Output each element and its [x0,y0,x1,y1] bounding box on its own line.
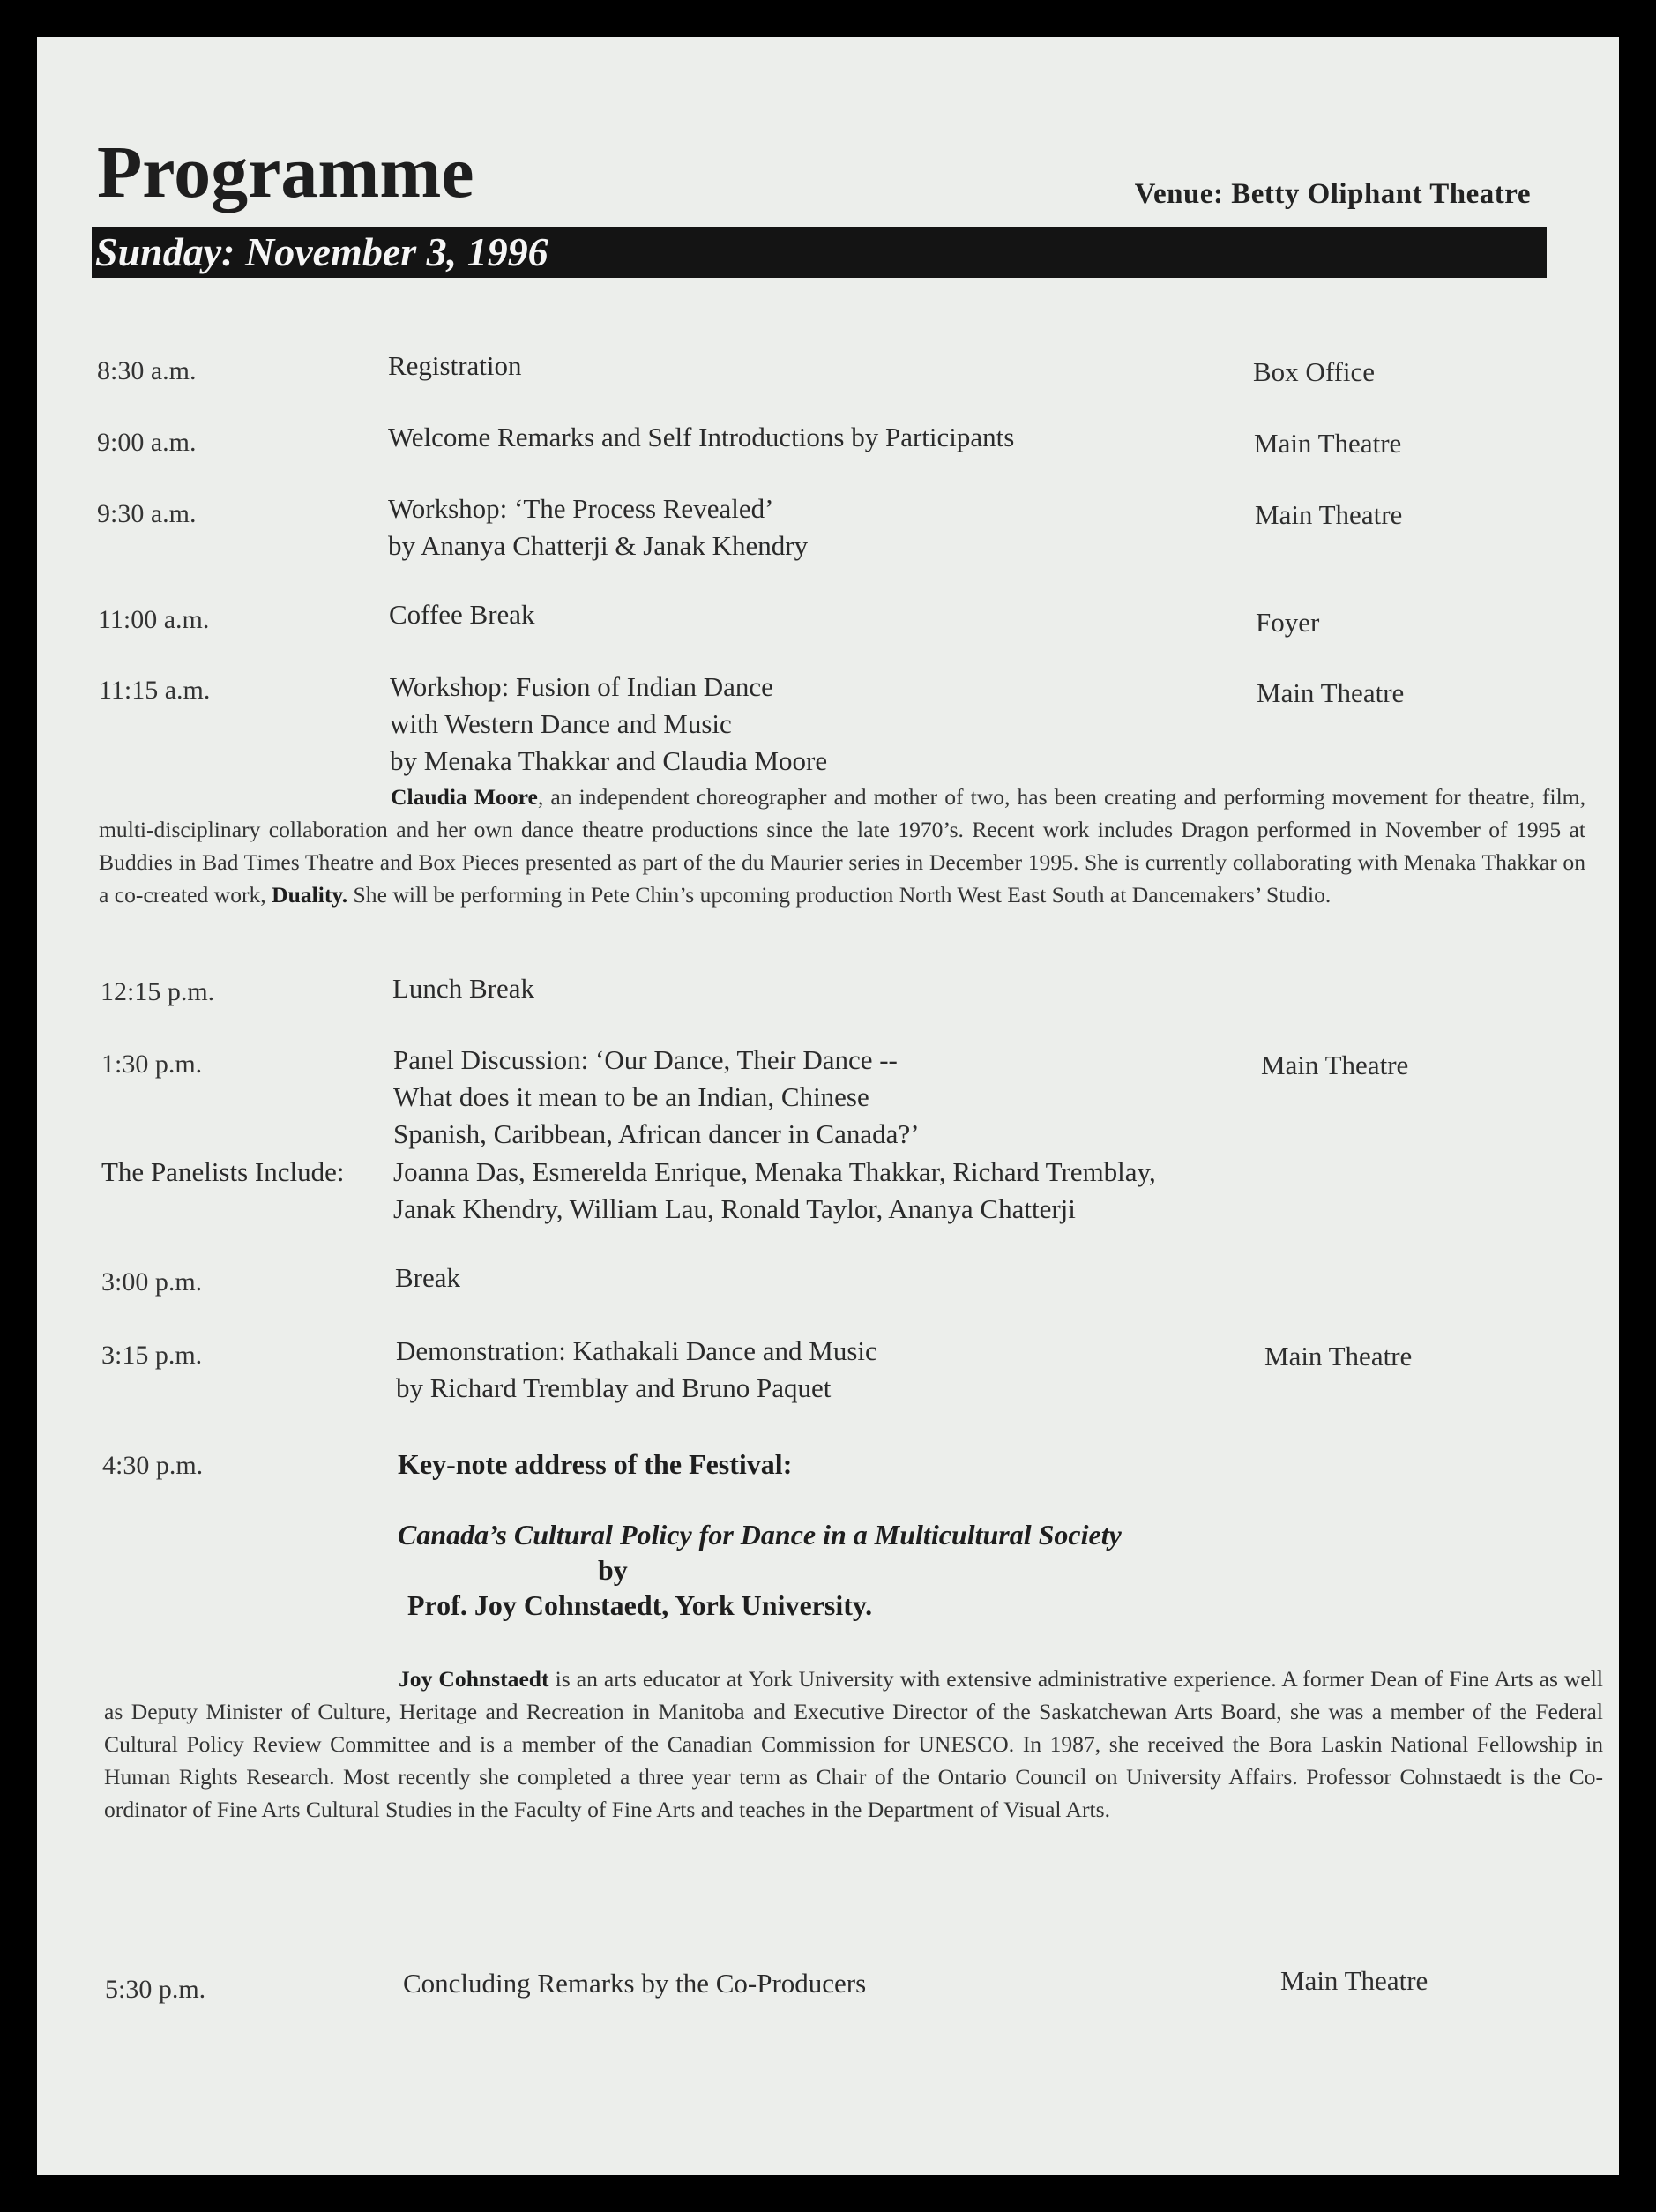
keynote-speaker: Prof. Joy Cohnstaedt, York University. [407,1589,873,1621]
time-0300: 3:00 p.m. [101,1267,203,1297]
location-main-theatre: Main Theatre [1257,677,1405,708]
venue [1135,178,1531,211]
page-title: Programme [97,131,474,213]
time-0430: 4:30 p.m. [102,1451,204,1480]
activity-workshop-fusion [390,669,827,780]
activity-concluding-remarks: Concluding Remarks by the Co-Producers [403,1968,867,1999]
keynote-title: Canada’s Cultural Policy for Dance in a Multicultural Society [398,1519,1122,1551]
location-main-theatre: Main Theatre [1261,1050,1409,1080]
bio-text: She will be performing in Pete Chin’s upcoming production North West East South at Dancemakers’ Studio. [347,882,1332,908]
panelists-line: Janak Khendry, William Lau, Ronald Taylor, Ananya Chatterji [393,1193,1076,1224]
location-box-office: Box Office [1253,356,1376,387]
time-0530: 5:30 p.m. [105,1975,206,2004]
date-banner [92,227,1547,278]
activity-line: What does it mean to be an Indian, Chinese [393,1081,869,1112]
panelists-line: Joanna Das, Esmerelda Enrique, Menaka Thakkar, Richard Tremblay, [393,1156,1156,1187]
time-0830: 8:30 a.m. [97,356,197,385]
bio-joy-cohnstaedt [104,1663,1603,1826]
bio-name: Claudia Moore [391,784,538,810]
activity-registration: Registration [388,350,522,381]
venue-label: Venue: [1134,178,1224,210]
time-1100: 11:00 a.m. [98,605,210,634]
activity-line: Panel Discussion: ‘Our Dance, Their Dance -- [393,1044,898,1075]
panelists-list [393,1154,1156,1228]
activity-break: Break [395,1262,461,1293]
activity-workshop-process [388,490,808,564]
activity-line: by Richard Tremblay and Bruno Paquet [396,1372,832,1403]
time-0315: 3:15 p.m. [101,1341,203,1370]
keynote-heading: Key-note address of the Festival: [398,1448,793,1480]
time-1115: 11:15 a.m. [99,676,211,705]
bio-name: Joy Cohnstaedt [399,1666,549,1692]
location-main-theatre: Main Theatre [1254,428,1402,459]
activity-line: Workshop: Fusion of Indian Dance [390,671,773,702]
location-main-theatre: Main Theatre [1264,1341,1413,1371]
programme-page [37,37,1619,2175]
time-1215: 12:15 p.m. [101,977,215,1006]
activity-line: by Menaka Thakkar and Claudia Moore [390,745,828,776]
activity-line: by Ananya Chatterji & Janak Khendry [388,530,809,561]
activity-line: with Western Dance and Music [390,708,732,739]
activity-line: Spanish, Caribbean, African dancer in Canada?’ [393,1118,920,1149]
venue-name: Betty Oliphant Theatre [1231,178,1531,210]
activity-coffee-break: Coffee Break [389,599,535,630]
location-main-theatre: Main Theatre [1280,1965,1428,1996]
time-0130: 1:30 p.m. [101,1050,203,1079]
time-0930: 9:30 a.m. [97,499,197,528]
activity-line: Demonstration: Kathakali Dance and Music [396,1335,877,1366]
location-foyer: Foyer [1256,607,1320,638]
date-heading: Sunday: November 3, 1996 [95,229,548,274]
activity-welcome: Welcome Remarks and Self Introductions by Participants [388,422,1015,452]
activity-demonstration [396,1333,877,1407]
activity-panel-discussion [393,1042,920,1153]
activity-line: Workshop: ‘The Process Revealed’ [388,493,774,524]
bio-text: , an independent choreographer and mother of two, has been creating and performing movement for theatre, film, multi-disciplinary collaboration and her own dance theatre productions since the late 1970’s. Recent work includes Dragon performed in November of 1995 at Buddies in Bad Times Theatre and Box Pieces presented as part of the du Maurier series in December 1995. She is currently collaborating with Menaka Thakkar on a co-created work, [99,784,1585,908]
keynote-by: by [598,1554,628,1586]
panelists-label: The Panelists Include: [101,1156,345,1187]
time-0900: 9:00 a.m. [97,428,197,457]
activity-lunch-break: Lunch Break [392,973,534,1004]
location-main-theatre: Main Theatre [1255,499,1403,530]
bio-claudia-moore [99,781,1585,911]
bio-work: Duality. [272,882,348,908]
bio-text: is an arts educator at York University with extensive administrative experience. A former Dean of Fine Arts as well as Deputy Minister of Culture, Heritage and Recreation in Manitoba and Executive Director of the Saskatchewan Arts Board, she was a member of the Federal Cultural Policy Review Committee and is a member of the Canadian Commission for UNESCO. In 1987, she received the Bora Laskin National Fellowship in Human Rights Research. Most recently she completed a three year term as Chair of the Ontario Council on University Affairs. Professor Cohnstaedt is the Co-ordinator of Fine Arts Cultural Studies in the Faculty of Fine Arts and teaches in the Department of Visual Arts. [104,1666,1603,1822]
